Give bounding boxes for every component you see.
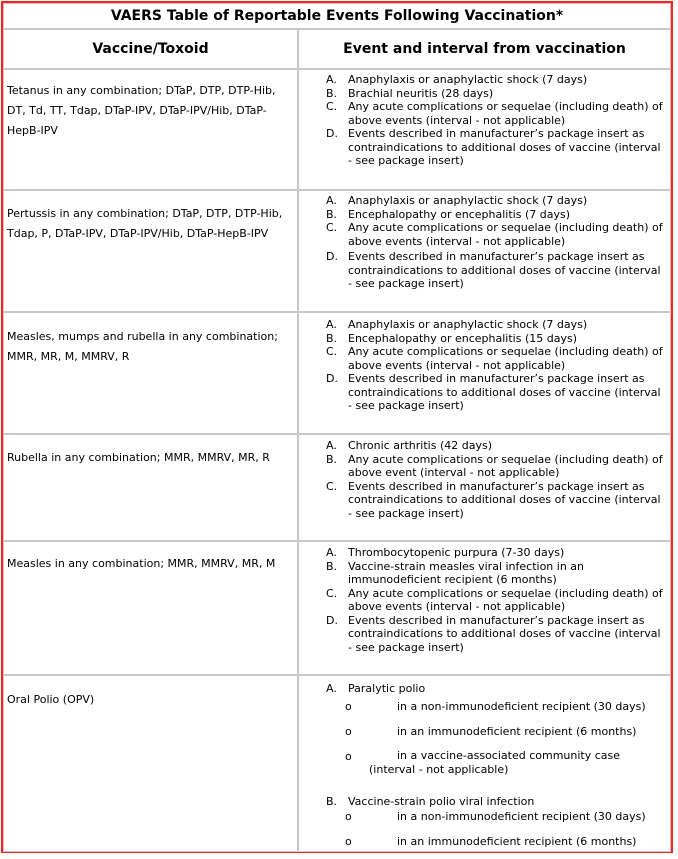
bullet-icon: o: [345, 810, 352, 823]
table-title: VAERS Table of Reportable Events Following Vaccination*: [3, 3, 671, 29]
event-item: C. Any acute complications or sequelae (including death) of above events (interval - not applicable): [326, 100, 663, 127]
sub-item: o in an immunodeficient recipient (6 months): [345, 835, 637, 848]
bullet-icon: o: [345, 835, 352, 848]
event-item: B. Vaccine-strain polio viral infection: [326, 794, 535, 808]
vaccine-text: Rubella in any combination; MMR, MMRV, MR, R: [7, 451, 270, 464]
event-item: C. Any acute complications or sequelae (including death) of above events (interval - not applicable): [326, 345, 663, 372]
sub-item: o in a vaccine-associated community case (interval - not applicable): [345, 748, 621, 776]
events-cell-measles: [298, 541, 671, 675]
event-item: A. Anaphylaxis or anaphylactic shock (7 days): [326, 73, 588, 86]
column-header-events: Event and interval from vaccination: [298, 29, 671, 69]
event-item: D. Events described in manufacturer’s package insert as contraindications to additional doses of vaccine (interval - see package insert): [326, 372, 661, 412]
sub-item: o in a non-immunodeficient recipient (30 days): [345, 810, 646, 823]
vaccine-cell-oral-polio: [3, 675, 298, 852]
bullet-icon: o: [345, 749, 352, 763]
vaccine-text: Tetanus in any combination; DTaP, DTP, DTP-Hib, DT, Td, TT, Tdap, DTaP-IPV, DTaP-IPV/Hib, DTaP-HepB-IPV: [7, 84, 276, 137]
vaccine-cell-pertussis: [3, 190, 298, 312]
event-item: A. Anaphylaxis or anaphylactic shock (7 days): [326, 194, 588, 207]
bullet-icon: o: [345, 724, 352, 738]
vaccine-cell-mmr: [3, 312, 298, 434]
events-cell-tetanus: [298, 69, 671, 190]
vaccine-cell-rubella: [3, 434, 298, 541]
bullet-icon: o: [345, 699, 352, 713]
column-header-vaccine: Vaccine/Toxoid: [3, 29, 298, 69]
events-cell-pertussis: [298, 190, 671, 312]
event-item: B. Vaccine-strain measles viral infection in an immunodeficient recipient (6 months): [326, 559, 585, 586]
vaccine-cell-tetanus: [3, 69, 298, 190]
event-item: C. Any acute complications or sequelae (including death) of above events (interval - not applicable): [326, 586, 663, 613]
event-item: A. Paralytic polio: [326, 682, 426, 695]
event-item: C. Any acute complications or sequelae (including death) of above events (interval - not applicable): [326, 221, 663, 248]
events-cell-rubella: [298, 434, 671, 541]
vaccine-cell-measles: [3, 541, 298, 675]
event-item: B. Encephalopathy or encephalitis (15 days): [326, 331, 577, 345]
event-item: B. Brachial neuritis (28 days): [326, 86, 494, 100]
event-item: A. Chronic arthritis (42 days): [326, 439, 492, 452]
event-item: B. Encephalopathy or encephalitis (7 days): [326, 207, 570, 221]
events-cell-mmr: [298, 312, 671, 434]
vaccine-text: Pertussis in any combination; DTaP, DTP, DTP-Hib, Tdap, P, DTaP-IPV, DTaP-IPV/Hib, DTaP-HepB-IPV: [7, 207, 283, 240]
event-item: A. Thrombocytopenic purpura (7-30 days): [326, 546, 565, 559]
vaccine-text: Measles in any combination; MMR, MMRV, MR, M: [7, 557, 276, 570]
vaccine-text: Oral Polio (OPV): [7, 693, 95, 706]
event-item: C. Events described in manufacturer’s package insert as contraindications to additional doses of vaccine (interval - see package insert): [326, 479, 661, 520]
sub-item: o in an immunodeficient recipient (6 months): [345, 724, 637, 738]
events-cell-oral-polio: [298, 675, 671, 852]
event-item: D. Events described in manufacturer’s package insert as contraindications to additional doses of vaccine (interval - see package insert): [326, 250, 661, 290]
event-item: B. Any acute complications or sequelae (including death) of above event (interval - not applicable): [326, 452, 663, 479]
event-item: D. Events described in manufacturer’s package insert as contraindications to additional doses of vaccine (interval - see package insert): [326, 127, 661, 167]
event-item: A. Anaphylaxis or anaphylactic shock (7 days): [326, 318, 588, 331]
event-item: D. Events described in manufacturer’s package insert as contraindications to additional doses of vaccine (interval - see package insert): [326, 613, 661, 654]
sub-item: o in a non-immunodeficient recipient (30 days): [345, 699, 646, 713]
vaccine-text: Measles, mumps and rubella in any combination; MMR, MR, M, MMRV, R: [7, 330, 278, 363]
